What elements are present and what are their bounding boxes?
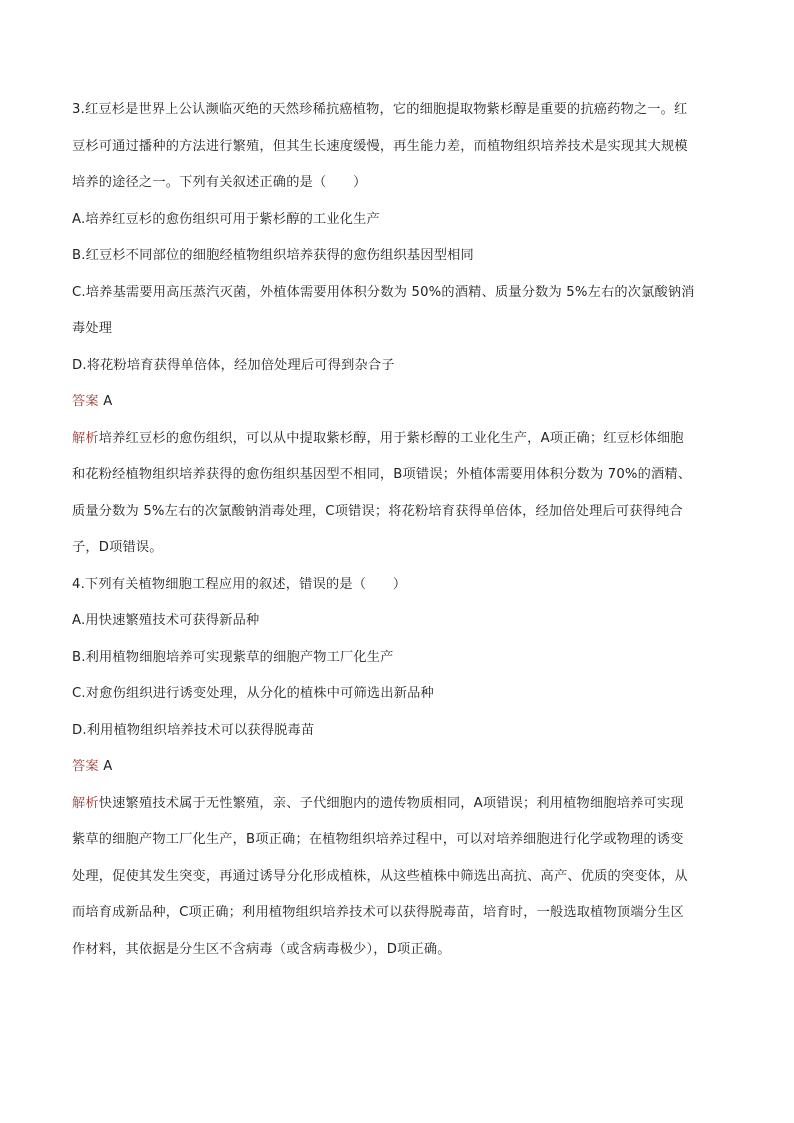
analysis-text: 培养红豆杉的愈伤组织，可以从中提取紫杉醇，用于紫杉醇的工业化生产，A项正确；红豆杉体细胞 <box>98 430 684 446</box>
question-3-option-a: A.培养红豆杉的愈伤组织可用于紫杉醇的工业化生产 <box>72 211 380 227</box>
question-4-option-b: B.利用植物细胞培养可实现紫草的细胞产物工厂化生产 <box>72 649 394 665</box>
question-3-analysis-line-4: 子，D项错误。 <box>72 540 163 555</box>
analysis-label: 解析 <box>72 430 99 446</box>
question-3-option-d: D.将花粉培育获得单倍体，经加倍处理后可得到杂合子 <box>72 357 395 373</box>
question-3-stem-line-2: 豆杉可通过播种的方法进行繁殖，但其生长速度缓慢，再生能力差，而植物组织培养技术是实现其大规模 <box>72 138 688 154</box>
question-4-analysis-line-3: 处理，促使其发生突变，再通过诱导分化形成植株，从这些植株中筛选出高抗、高产、优质的突变体，从 <box>72 868 688 884</box>
question-4-option-a: A.用快速繁殖技术可获得新品种 <box>72 613 260 628</box>
question-4-analysis-line-5: 作材料，其依据是分生区不含病毒（或含病毒极少），D项正确。 <box>72 941 451 957</box>
question-4-option-c: C.对愈伤组织进行诱变处理，从分化的植株中可筛选出新品种 <box>72 686 434 701</box>
answer-value: A <box>103 759 113 774</box>
question-3-option-b: B.红豆杉不同部位的细胞经植物组织培养获得的愈伤组织基因型相同 <box>72 248 474 263</box>
question-3-answer <box>72 392 722 412</box>
question-4-analysis-line-2: 紫草的细胞产物工厂化生产，B项正确；在植物组织培养过程中，可以对培养细胞进行化学或物理的诱变 <box>72 832 684 847</box>
answer-value: A <box>103 394 113 409</box>
question-3-analysis-line-1 <box>72 429 722 449</box>
question-3-option-c-line-1: C.培养基需要用高压蒸汽灭菌，外植体需要用体积分数为 50%的酒精、质量分数为 5%左右的次氯酸钠消 <box>72 284 695 300</box>
question-3-stem-line-1: 3.红豆杉是世界上公认濒临灭绝的天然珍稀抗癌植物，它的细胞提取物紫杉醇是重要的抗癌药物之一。红 <box>72 102 688 117</box>
question-3-option-c-line-2: 毒处理 <box>72 321 113 336</box>
question-4-option-d: D.利用植物组织培养技术可以获得脱毒苗 <box>72 722 315 738</box>
analysis-label: 解析 <box>72 795 99 811</box>
answer-label: 答案 <box>72 394 99 409</box>
question-4-analysis-line-1 <box>72 794 722 814</box>
analysis-text: 快速繁殖技术属于无性繁殖，亲、子代细胞内的遗传物质相同，A项错误；利用植物细胞培养可实现 <box>98 795 684 811</box>
question-3-analysis-line-2: 和花粉经植物组织培养获得的愈伤组织基因型不相同，B项错误；外植体需要用体积分数为 70%的酒精、 <box>72 467 692 482</box>
question-3-stem-line-3: 培养的途径之一。下列有关叙述正确的是（ ） <box>72 175 367 190</box>
question-3-analysis-line-3: 质量分数为 5%左右的次氯酸钠消毒处理，C项错误；将花粉培育获得单倍体，经加倍处理后可获得纯合 <box>72 503 683 519</box>
question-4-answer <box>72 757 722 777</box>
question-4-analysis-line-4: 而培育成新品种，C项正确；利用植物组织培养技术可以获得脱毒苗，培育时，一般选取植物顶端分生区 <box>72 905 684 920</box>
document-content <box>72 100 722 976</box>
question-4-stem: 4.下列有关植物细胞工程应用的叙述，错误的是（ ） <box>72 576 407 592</box>
answer-label: 答案 <box>72 759 99 774</box>
